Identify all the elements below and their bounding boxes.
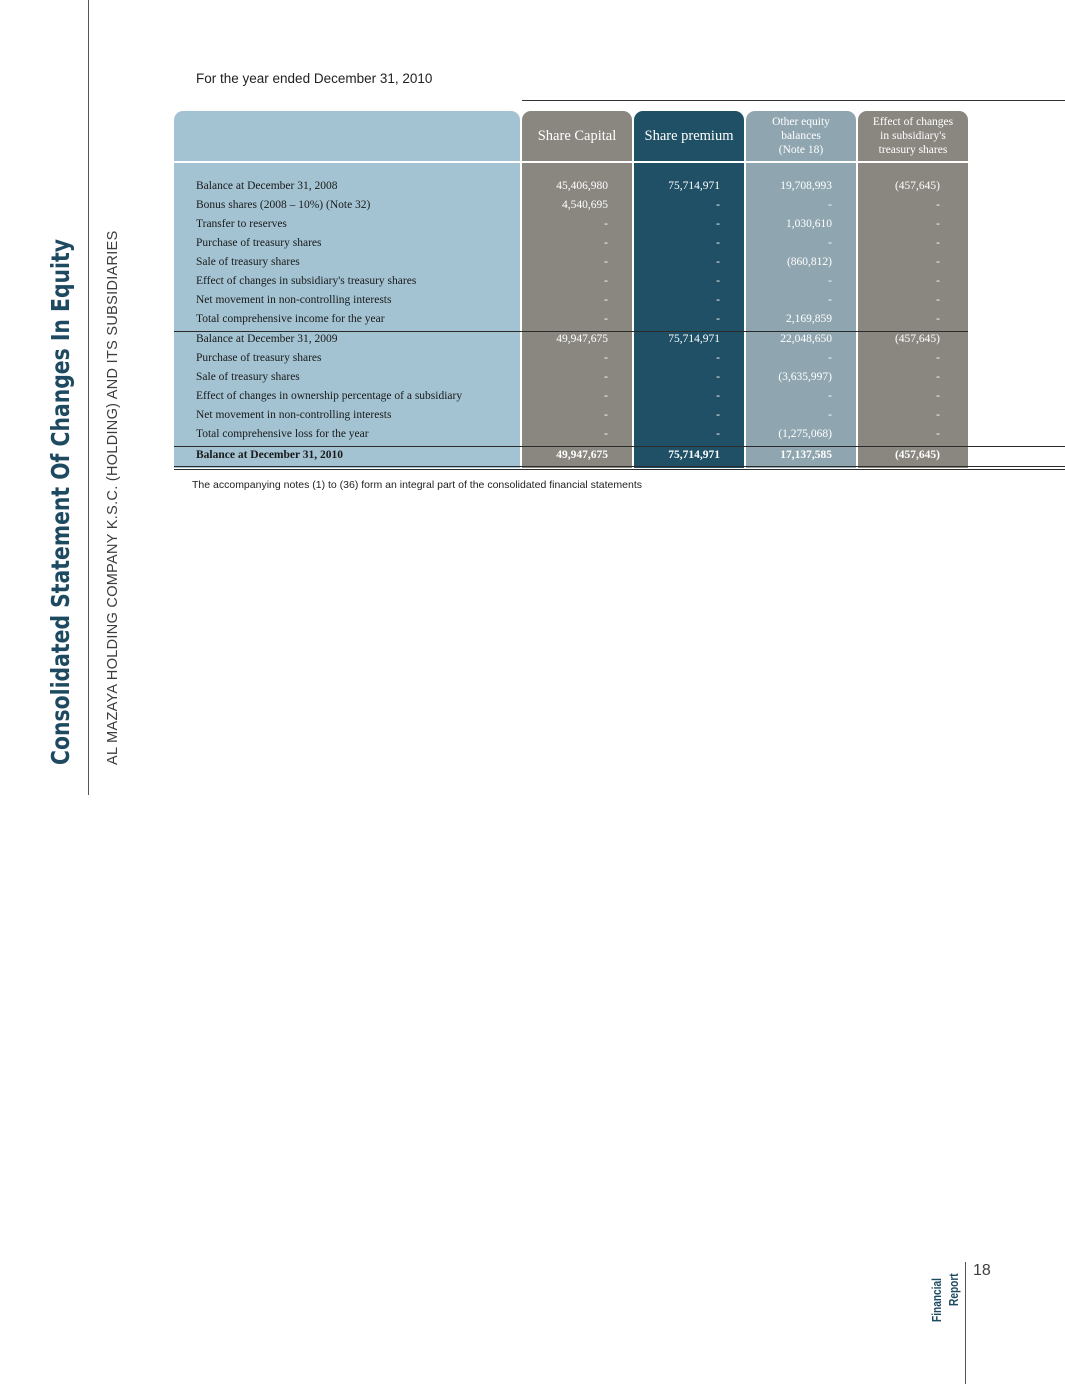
share-capital-value: - xyxy=(604,352,608,364)
row-label: Effect of changes in ownership percentage of a subsidiary xyxy=(196,390,463,402)
share-capital-value: 49,947,675 xyxy=(556,449,608,461)
row-label: Effect of changes in subsidiary's treasury shares xyxy=(196,275,417,287)
other-equity-value: (860,812) xyxy=(786,256,832,268)
share-premium-value: - xyxy=(716,371,720,383)
row-label: Net movement in non-controlling interests xyxy=(196,409,392,421)
footer-label-report: Report xyxy=(946,1273,961,1306)
share-capital-value: - xyxy=(604,390,608,402)
row-label: Balance at December 31, 2010 xyxy=(196,449,344,461)
company-name: AL MAZAYA HOLDING COMPANY K.S.C. (HOLDING) AND ITS SUBSIDIARIES xyxy=(105,230,121,765)
period-heading: For the year ended December 31, 2010 xyxy=(196,71,433,86)
footer-label-financial: Financial xyxy=(929,1278,944,1322)
subtotal-rule-2009 xyxy=(174,331,968,332)
table-row xyxy=(174,350,968,369)
column-header-share-premium: Share premium xyxy=(644,127,734,144)
table-row xyxy=(174,254,968,273)
row-label: Total comprehensive income for the year xyxy=(196,313,385,325)
share-capital-value: - xyxy=(604,371,608,383)
share-capital-value: - xyxy=(604,313,608,325)
share-capital-value: 45,406,980 xyxy=(556,180,608,192)
subsidiary-treasury-value: - xyxy=(936,371,940,383)
share-premium-value: - xyxy=(716,237,720,249)
share-premium-value: - xyxy=(716,294,720,306)
other-equity-value: (1,275,068) xyxy=(778,428,832,440)
header-separator xyxy=(174,161,968,163)
other-equity-value: 22,048,650 xyxy=(780,333,832,345)
table-row xyxy=(174,292,968,311)
share-capital-value: - xyxy=(604,409,608,421)
subsidiary-treasury-value: - xyxy=(936,199,940,211)
subsidiary-treasury-value: - xyxy=(936,256,940,268)
row-label: Transfer to reserves xyxy=(196,218,287,230)
other-equity-value: 1,030,610 xyxy=(786,218,832,230)
other-equity-value: - xyxy=(828,352,832,364)
footnote: The accompanying notes (1) to (36) form an integral part of the consolidated financial statements xyxy=(192,479,642,491)
other-equity-value: - xyxy=(828,275,832,287)
share-capital-value: - xyxy=(604,218,608,230)
row-label: Net movement in non-controlling interests xyxy=(196,294,392,306)
other-equity-value: - xyxy=(828,409,832,421)
subsidiary-treasury-value: - xyxy=(936,409,940,421)
subsidiary-treasury-value: - xyxy=(936,313,940,325)
column-header-other-equity-line-1: Other equity xyxy=(772,116,830,128)
share-capital-value: 49,947,675 xyxy=(556,333,608,345)
total-double-rule-lower xyxy=(174,469,1065,470)
row-label: Bonus shares (2008 – 10%) (Note 32) xyxy=(196,199,371,211)
row-label: Purchase of treasury shares xyxy=(196,352,322,364)
subsidiary-treasury-value: - xyxy=(936,275,940,287)
share-capital-value: - xyxy=(604,428,608,440)
table-row xyxy=(174,197,968,216)
table-row xyxy=(174,273,968,292)
page-title: Consolidated Statement Of Changes In Equity xyxy=(46,238,75,766)
subsidiary-treasury-value: - xyxy=(936,352,940,364)
subsidiary-treasury-value: - xyxy=(936,428,940,440)
other-equity-value: 19,708,993 xyxy=(780,180,832,192)
column-header-share-capital: Share Capital xyxy=(537,127,617,144)
share-premium-value: - xyxy=(716,428,720,440)
table-row xyxy=(174,178,968,197)
column-header-other-equity-line-3: (Note 18) xyxy=(778,144,824,156)
subsidiary-treasury-value: - xyxy=(936,390,940,402)
share-capital-value: - xyxy=(604,237,608,249)
share-premium-value: - xyxy=(716,409,720,421)
other-equity-value: 17,137,585 xyxy=(780,449,832,461)
row-label: Total comprehensive loss for the year xyxy=(196,428,369,440)
total-double-rule-upper xyxy=(174,466,1065,467)
table-row xyxy=(174,216,968,235)
page-number: 18 xyxy=(973,1262,991,1279)
row-label: Balance at December 31, 2008 xyxy=(196,180,338,192)
row-label: Purchase of treasury shares xyxy=(196,237,322,249)
subsidiary-treasury-value: (457,645) xyxy=(894,180,940,192)
share-premium-value: - xyxy=(716,199,720,211)
table-row xyxy=(174,235,968,254)
share-premium-value: - xyxy=(716,256,720,268)
share-capital-value: 4,540,695 xyxy=(562,199,608,211)
table-row xyxy=(174,388,968,407)
table-row-total xyxy=(174,447,968,466)
share-capital-value: - xyxy=(604,275,608,287)
row-label: Balance at December 31, 2009 xyxy=(196,333,338,345)
table-row xyxy=(174,369,968,388)
column-header-subsidiary-treasury-line-1: Effect of changes xyxy=(872,116,954,128)
column-header-subsidiary-treasury-line-3: treasury shares xyxy=(878,144,948,156)
other-equity-value: 2,169,859 xyxy=(786,313,832,325)
subsidiary-treasury-value: (457,645) xyxy=(894,449,940,461)
share-premium-value: - xyxy=(716,218,720,230)
subsidiary-treasury-value: - xyxy=(936,294,940,306)
column-header-other-equity xyxy=(746,111,856,161)
header-top-rule xyxy=(522,100,1065,101)
other-equity-value: - xyxy=(828,294,832,306)
column-header-subsidiary-treasury xyxy=(858,111,968,161)
table-row xyxy=(174,311,968,330)
subsidiary-treasury-value: - xyxy=(936,237,940,249)
column-header-subsidiary-treasury-line-2: in subsidiary's xyxy=(880,130,946,142)
share-premium-value: 75,714,971 xyxy=(668,333,720,345)
footer-divider-line xyxy=(965,1262,966,1384)
subsidiary-treasury-value: - xyxy=(936,218,940,230)
column-header-other-equity-line-2: balances xyxy=(781,130,821,142)
table-row xyxy=(174,426,968,445)
share-premium-value: 75,714,971 xyxy=(668,449,720,461)
share-premium-value: - xyxy=(716,313,720,325)
other-equity-value: (3,635,997) xyxy=(778,371,832,383)
table-row xyxy=(174,407,968,426)
other-equity-value: - xyxy=(828,199,832,211)
share-capital-value: - xyxy=(604,294,608,306)
table-row xyxy=(174,331,968,350)
row-label: Sale of treasury shares xyxy=(196,371,300,383)
share-premium-value: - xyxy=(716,352,720,364)
row-label: Sale of treasury shares xyxy=(196,256,300,268)
other-equity-value: - xyxy=(828,237,832,249)
share-premium-value: 75,714,971 xyxy=(668,180,720,192)
share-capital-value: - xyxy=(604,256,608,268)
total-top-rule xyxy=(174,446,1065,447)
share-premium-value: - xyxy=(716,390,720,402)
subsidiary-treasury-value: (457,645) xyxy=(894,333,940,345)
share-premium-value: - xyxy=(716,275,720,287)
other-equity-value: - xyxy=(828,390,832,402)
left-divider-line xyxy=(88,0,89,795)
